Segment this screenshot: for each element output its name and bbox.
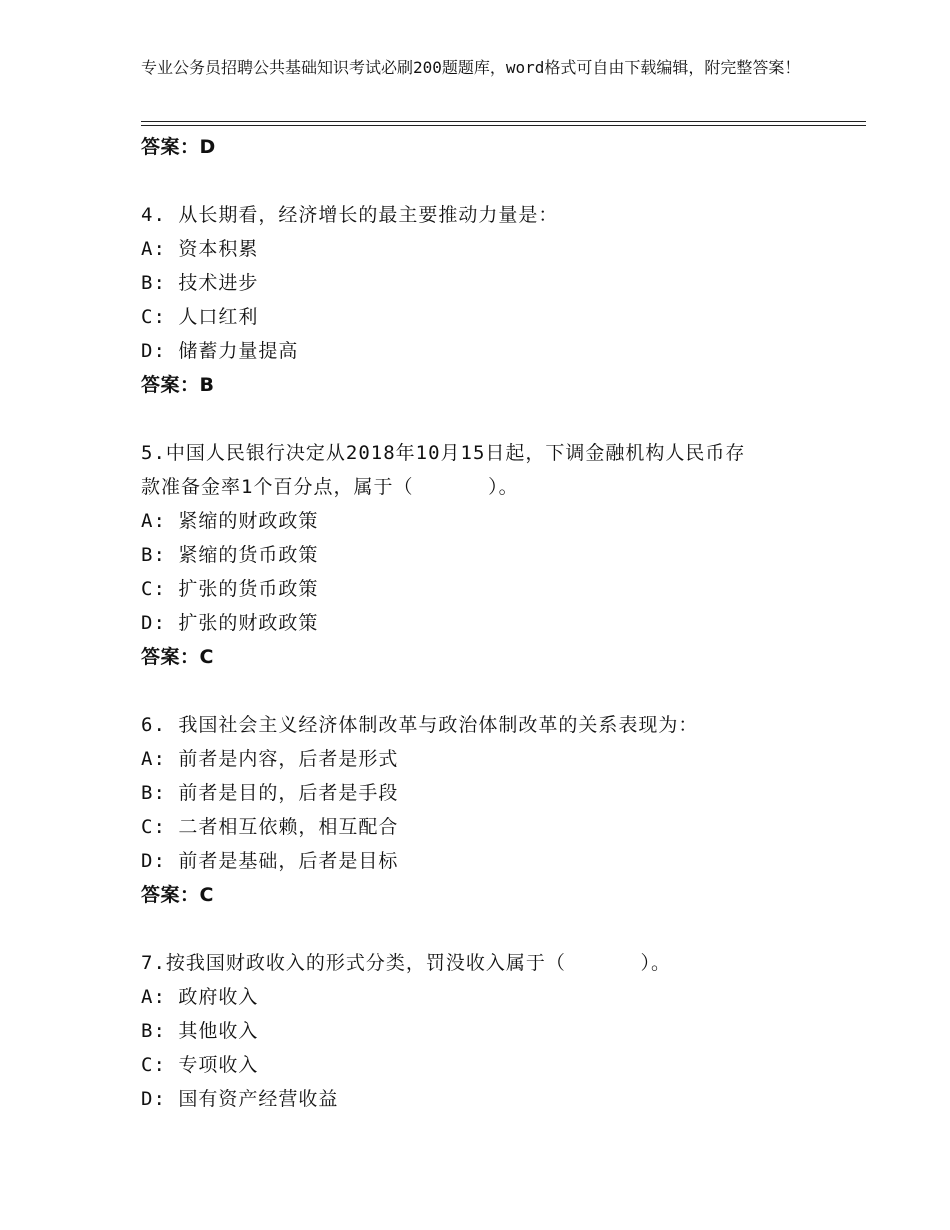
question-stem: 4. 从长期看，经济增长的最主要推动力量是：: [141, 204, 559, 226]
question-stem: 5.中国人民银行决定从2018年10月15日起，下调金融机构人民币存: [141, 442, 746, 464]
option-d: D: 国有资产经营收益: [141, 1088, 339, 1110]
option-d: D: 前者是基础，后者是目标: [141, 850, 399, 872]
question-stem-continued: 款准备金率1个百分点，属于（ ）。: [141, 476, 519, 498]
option-b: B: 技术进步: [141, 272, 259, 294]
option-b: B: 紧缩的货币政策: [141, 544, 319, 566]
option-b: B: 前者是目的，后者是手段: [141, 782, 399, 804]
option-a: A: 资本积累: [141, 238, 259, 260]
answer-line: 答案：B: [141, 374, 215, 396]
option-b: B: 其他收入: [141, 1020, 259, 1042]
option-c: C: 二者相互依赖，相互配合: [141, 816, 399, 838]
question-stem: 6. 我国社会主义经济体制改革与政治体制改革的关系表现为：: [141, 714, 699, 736]
header-rule-bottom: [141, 125, 866, 126]
question-list: [141, 130, 841, 1116]
option-c: C: 人口红利: [141, 306, 259, 328]
answer-line: 答案：C: [141, 884, 214, 906]
option-a: A: 政府收入: [141, 986, 259, 1008]
header-rule-top: [141, 121, 866, 122]
answer-line: 答案：C: [141, 646, 214, 668]
document-header: 专业公务员招聘公共基础知识考试必刷200题题库，word格式可自由下载编辑，附完整答案！: [141, 58, 801, 77]
option-d: D: 储蓄力量提高: [141, 340, 299, 362]
option-c: C: 专项收入: [141, 1054, 259, 1076]
option-d: D: 扩张的财政政策: [141, 612, 319, 634]
question-block: [141, 436, 841, 674]
option-a: A: 紧缩的财政政策: [141, 510, 319, 532]
question-stem: 7.按我国财政收入的形式分类，罚没收入属于（ ）。: [141, 952, 672, 974]
question-block: [141, 198, 841, 402]
option-a: A: 前者是内容，后者是形式: [141, 748, 399, 770]
answer-line: 答案：D: [141, 136, 216, 158]
question-block: [141, 946, 841, 1116]
question-block: [141, 708, 841, 912]
option-c: C: 扩张的货币政策: [141, 578, 319, 600]
